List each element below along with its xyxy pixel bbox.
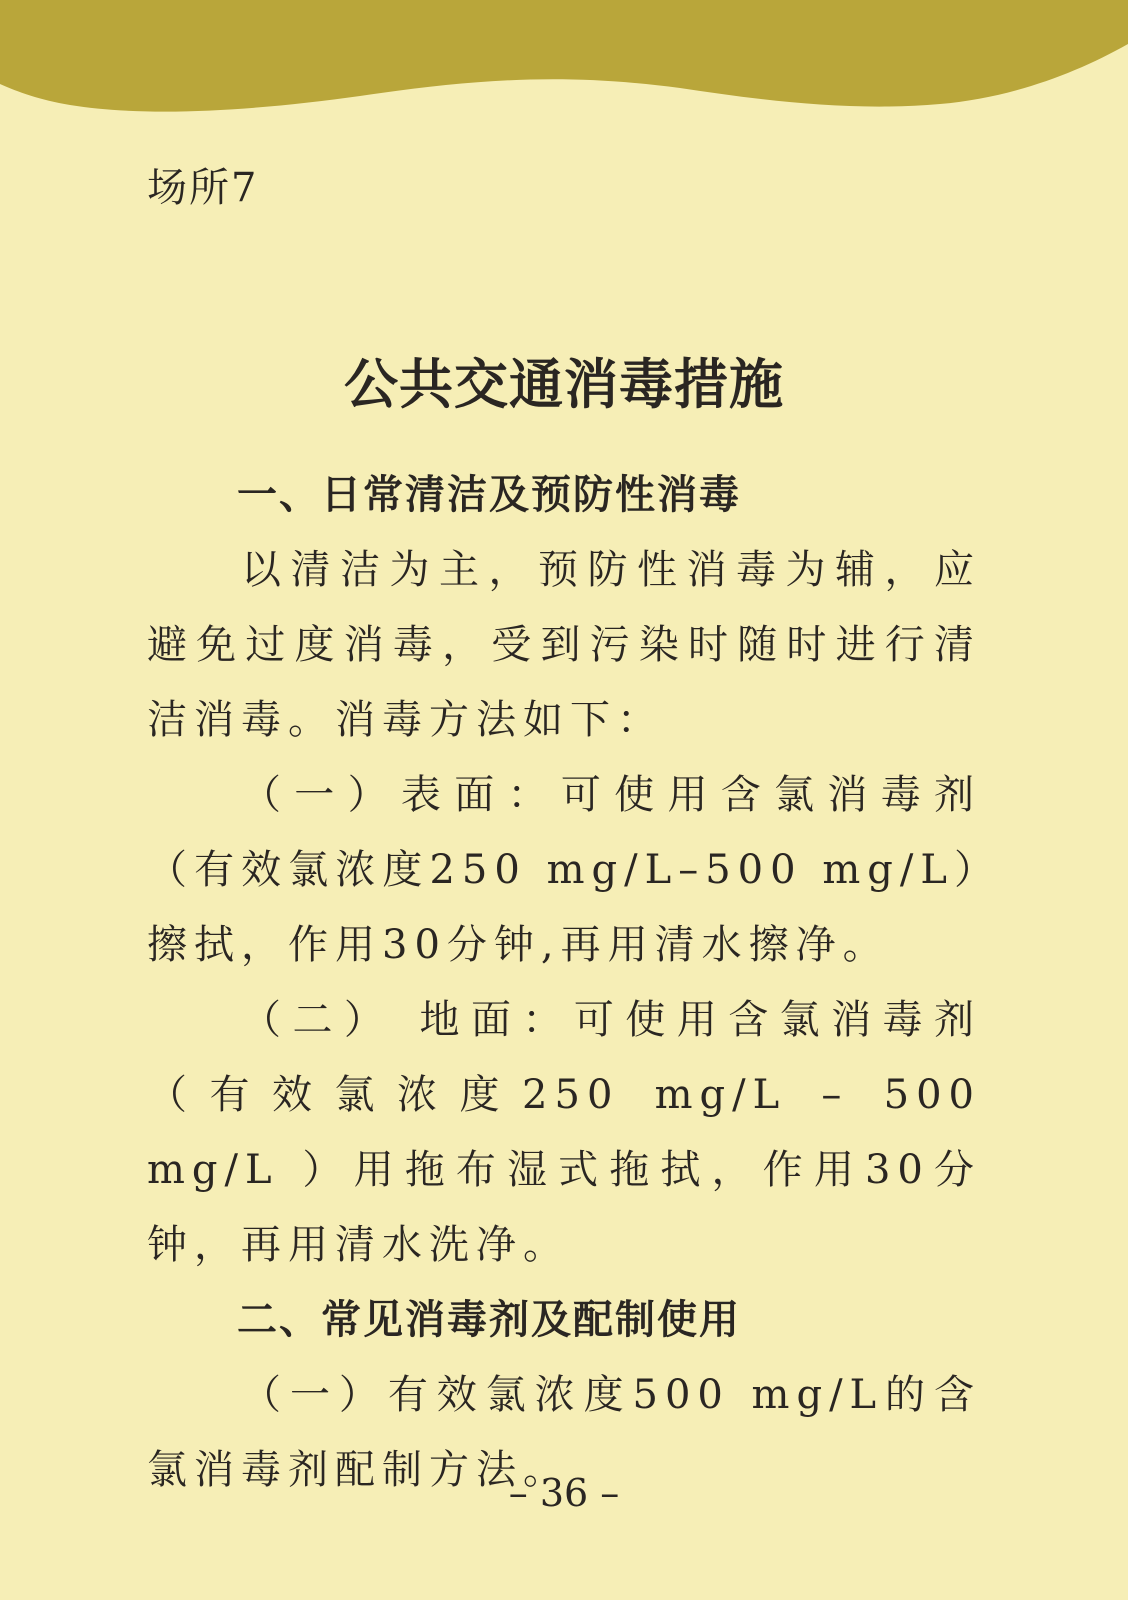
decorative-wave-header — [0, 0, 1128, 130]
wave-shape — [0, 0, 1128, 112]
paragraph-cleaning-principle: 以清洁为主，预防性消毒为辅，应避免过度消毒，受到污染时随时进行清洁消毒。消毒方法如下： — [147, 547, 981, 743]
page-number: – 36 – — [508, 1471, 620, 1515]
section-label: 场所7 — [147, 165, 259, 211]
paragraph-chlorine-preparation: （一）有效氯浓度500 mg/L的含氯消毒剂配制方法。 — [147, 1372, 981, 1493]
page-title: 公共交通消毒措施 — [344, 352, 784, 417]
section-heading-daily-cleaning: 一、日常清洁及预防性消毒 — [237, 472, 741, 518]
paragraph-surface-disinfection: （一）表面：可使用含氯消毒剂（有效氯浓度250 mg/L–500 mg/L）擦拭，作用30分钟,再用清水擦净。 — [147, 772, 981, 968]
paragraph-floor-disinfection: （二） 地面：可使用含氯消毒剂（有效氯浓度250 mg/L – 500 mg/L ）用拖布湿式拖拭，作用30分钟，再用清水洗净。 — [147, 997, 981, 1268]
section-heading-disinfectant-preparation: 二、常见消毒剂及配制使用 — [237, 1297, 741, 1343]
document-body — [147, 458, 981, 1508]
